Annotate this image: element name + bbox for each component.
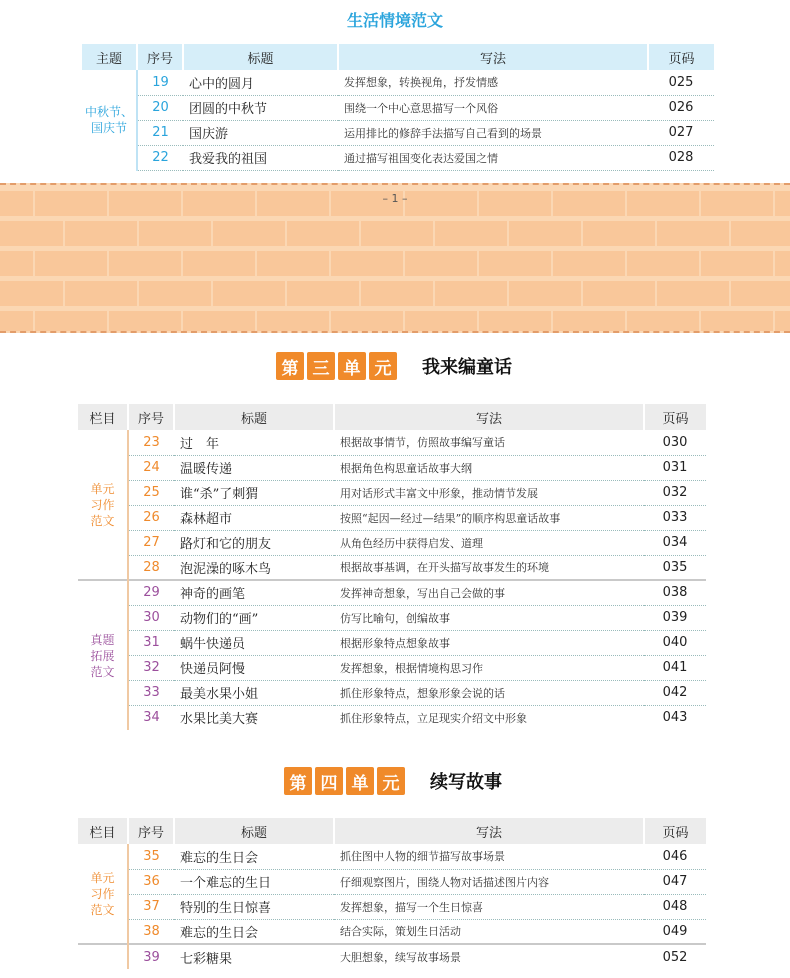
- entry-title[interactable]: 七彩糖果: [174, 944, 334, 969]
- brick: [731, 221, 790, 246]
- entry-page[interactable]: 027: [648, 120, 714, 145]
- brick: [331, 251, 403, 276]
- header-column: 栏目: [78, 404, 128, 430]
- entry-number: 32: [128, 655, 174, 680]
- brick: [213, 221, 285, 246]
- entry-method: 通过描写祖国变化表达爱国之情: [338, 145, 648, 170]
- entry-method: 围绕一个中心意思描写一个风俗: [338, 95, 648, 120]
- brick: [775, 311, 790, 333]
- entry-title[interactable]: 路灯和它的朋友: [174, 530, 334, 555]
- entry-title[interactable]: 泡泥澡的啄木鸟: [174, 555, 334, 580]
- brick: [509, 221, 581, 246]
- entry-method: 仿写比喻句，创编故事: [334, 605, 644, 630]
- header-page: 页码: [644, 404, 706, 430]
- entry-title[interactable]: 蜗牛快递员: [174, 630, 334, 655]
- brick: [257, 251, 329, 276]
- entry-number: 33: [128, 680, 174, 705]
- entry-page[interactable]: 038: [644, 580, 706, 605]
- brick: [405, 311, 477, 333]
- brick: [479, 311, 551, 333]
- brick: [183, 251, 255, 276]
- entry-page[interactable]: 032: [644, 480, 706, 505]
- entry-number: 34: [143, 710, 160, 726]
- brick: [183, 311, 255, 333]
- entry-page[interactable]: 052: [644, 944, 706, 969]
- contents-table-unit3: [78, 404, 706, 730]
- unit3-heading: [276, 352, 512, 380]
- brick: [553, 251, 625, 276]
- entry-number: 23: [128, 430, 174, 455]
- entry-title[interactable]: 特别的生日惊喜: [174, 894, 334, 919]
- entry-page[interactable]: 039: [644, 605, 706, 630]
- entry-title[interactable]: 国庆游: [183, 120, 338, 145]
- brick: [109, 251, 181, 276]
- brick: [35, 311, 107, 333]
- entry-method: 根据故事情节，仿照故事编写童话: [334, 430, 644, 455]
- section-title: 生活情境范文: [346, 11, 443, 30]
- entry-page[interactable]: 028: [648, 145, 714, 170]
- entry-page[interactable]: 026: [648, 95, 714, 120]
- header-method: 写法: [334, 404, 644, 430]
- brick: [479, 251, 551, 276]
- brick: [775, 251, 790, 276]
- unit-char: 元: [377, 767, 405, 795]
- brick: [287, 281, 359, 306]
- entry-page[interactable]: 025: [648, 70, 714, 95]
- unit-char: 四: [315, 767, 343, 795]
- entry-page[interactable]: 031: [644, 455, 706, 480]
- brick: [657, 221, 729, 246]
- brick: [731, 281, 790, 306]
- brick: [583, 281, 655, 306]
- entry-title[interactable]: 温暖传递: [174, 455, 334, 480]
- entry-method: 发挥神奇想象，写出自己会做的事: [334, 580, 644, 605]
- brick: [35, 251, 107, 276]
- header-column: 栏目: [78, 818, 128, 844]
- page-number: – 1 –: [382, 192, 408, 205]
- entry-method: 大胆想象，续写故事场景: [334, 944, 644, 969]
- brick: [0, 281, 63, 306]
- header-method: 写法: [338, 44, 648, 70]
- brick: [405, 251, 477, 276]
- brick: [509, 281, 581, 306]
- entry-method: 运用排比的修辞手法描写自己看到的场景: [338, 120, 648, 145]
- contents-table-unit4: [78, 818, 706, 969]
- header-page: 页码: [648, 44, 714, 70]
- header-method: 写法: [334, 818, 644, 844]
- brick: [627, 311, 699, 333]
- brick: [583, 221, 655, 246]
- entry-page[interactable]: 033: [644, 505, 706, 530]
- entry-title[interactable]: 一个难忘的生日: [174, 869, 334, 894]
- brick: [0, 251, 33, 276]
- brick: [0, 311, 33, 333]
- brick: [139, 281, 211, 306]
- entry-method: 根据故事基调，在开头描写故事发生的环境: [334, 555, 644, 580]
- unit4-heading: [284, 767, 502, 795]
- entry-page[interactable]: 041: [644, 655, 706, 680]
- brick: [701, 251, 773, 276]
- entry-method: 发挥想象，转换视角，抒发情感: [338, 70, 648, 95]
- brick: [139, 221, 211, 246]
- entry-number: 24: [128, 455, 174, 480]
- unit-char: 单: [338, 352, 366, 380]
- entry-method: 仔细观察图片，围绕人物对话描述图片内容: [334, 869, 644, 894]
- brick: [287, 221, 359, 246]
- entry-title[interactable]: 森林超市: [174, 505, 334, 530]
- unit-char: 三: [307, 352, 335, 380]
- entry-number: 20: [137, 95, 183, 120]
- entry-number: 31: [128, 630, 174, 655]
- entry-method: 从角色经历中获得启发、道理: [334, 530, 644, 555]
- entry-title[interactable]: 团圆的中秋节: [183, 95, 338, 120]
- entry-method: 结合实际，策划生日活动: [334, 919, 644, 944]
- entry-method: 用对话形式丰富文中形象，推动情节发展: [334, 480, 644, 505]
- entry-page[interactable]: 034: [644, 530, 706, 555]
- unit-char: 第: [284, 767, 312, 795]
- entry-number: 22: [137, 145, 183, 170]
- entry-title[interactable]: 难忘的生日会: [174, 844, 334, 869]
- header-title: 标题: [183, 44, 338, 70]
- entry-page[interactable]: 046: [644, 844, 706, 869]
- entry-page[interactable]: 043: [662, 710, 688, 726]
- brick: [213, 281, 285, 306]
- entry-number: 35: [128, 844, 174, 869]
- entry-title[interactable]: 动物们的“画”: [174, 605, 334, 630]
- entry-method: 按照“起因—经过—结果”的顺序构思童话故事: [334, 505, 644, 530]
- unit-name: 我来编童话: [422, 357, 512, 378]
- entry-title[interactable]: 难忘的生日会: [174, 919, 334, 944]
- entry-number: 29: [128, 580, 174, 605]
- entry-number: 26: [128, 505, 174, 530]
- entry-page[interactable]: 049: [644, 919, 706, 944]
- brick: [553, 311, 625, 333]
- entry-title[interactable]: 快递员阿慢: [174, 655, 334, 680]
- entry-number: 28: [128, 555, 174, 580]
- entry-method: 抓住图中人物的细节描写故事场景: [334, 844, 644, 869]
- unit-name: 续写故事: [430, 772, 502, 793]
- unit-char: 元: [369, 352, 397, 380]
- brick: [361, 221, 433, 246]
- unit-char: 第: [276, 352, 304, 380]
- entry-page[interactable]: 035: [644, 555, 706, 580]
- entry-page[interactable]: 042: [644, 680, 706, 705]
- entry-page[interactable]: 048: [644, 894, 706, 919]
- contents-table-life: [82, 44, 714, 171]
- category-cell: 单元习作范文: [78, 430, 128, 580]
- brick: [65, 221, 137, 246]
- header-number: 序号: [128, 404, 174, 430]
- brick: [361, 281, 433, 306]
- unit-char: 单: [346, 767, 374, 795]
- brick: [627, 251, 699, 276]
- entry-title[interactable]: 谁“杀”了刺猬: [174, 480, 334, 505]
- brick: [109, 311, 181, 333]
- category-cell: 中秋节、国庆节: [82, 70, 137, 170]
- entry-page[interactable]: 030: [644, 430, 706, 455]
- category-cell: [78, 944, 128, 969]
- entry-number: 19: [137, 70, 183, 95]
- brick: [435, 221, 507, 246]
- header-title: 标题: [174, 818, 334, 844]
- entry-number: 38: [128, 919, 174, 944]
- header-title: 标题: [174, 404, 334, 430]
- entry-method: 发挥想象，根据情境构思习作: [334, 655, 644, 680]
- brick: [331, 311, 403, 333]
- header-theme: 主题: [82, 44, 137, 70]
- brick: [257, 311, 329, 333]
- entry-title[interactable]: 水果比美大赛: [180, 712, 259, 728]
- entry-method: 根据形象特点想象故事: [334, 630, 644, 655]
- entry-title[interactable]: 过 年: [174, 430, 334, 455]
- brick: [65, 281, 137, 306]
- entry-method: 根据角色构思童话故事大纲: [334, 455, 644, 480]
- entry-number: 37: [128, 894, 174, 919]
- entry-number: 36: [128, 869, 174, 894]
- entry-number: 39: [128, 944, 174, 969]
- entry-method: 抓住形象特点，想象形象会说的话: [334, 680, 644, 705]
- header-number: 序号: [137, 44, 183, 70]
- entry-title[interactable]: 最美水果小姐: [174, 680, 334, 705]
- entry-method: 发挥想象，描写一个生日惊喜: [334, 894, 644, 919]
- entry-method: 抓住形象特点，立足现实介绍文中形象: [340, 711, 527, 725]
- entry-number: 30: [128, 605, 174, 630]
- entry-title[interactable]: 心中的圆月: [183, 70, 338, 95]
- decorative-brick-band: [0, 183, 790, 333]
- category-cell: 真题拓展范文: [78, 580, 128, 730]
- brick: [701, 311, 773, 333]
- entry-number: 21: [137, 120, 183, 145]
- brick: [0, 221, 63, 246]
- entry-title[interactable]: 我爱我的祖国: [183, 145, 338, 170]
- header-page: 页码: [644, 818, 706, 844]
- entry-page[interactable]: 047: [644, 869, 706, 894]
- header-number: 序号: [128, 818, 174, 844]
- entry-number: 27: [128, 530, 174, 555]
- entry-page[interactable]: 040: [644, 630, 706, 655]
- brick: [657, 281, 729, 306]
- brick: [435, 281, 507, 306]
- entry-number: 25: [128, 480, 174, 505]
- category-cell: 单元习作范文: [78, 844, 128, 944]
- entry-title[interactable]: 神奇的画笔: [174, 580, 334, 605]
